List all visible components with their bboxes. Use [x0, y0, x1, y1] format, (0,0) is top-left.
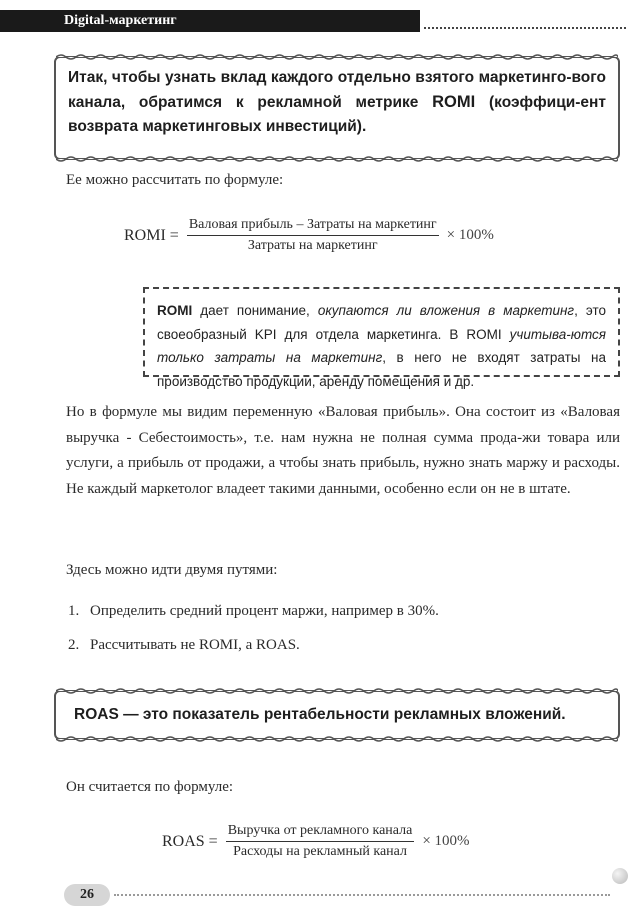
footer-ornament-icon: [612, 868, 628, 884]
fraction-bar: [187, 235, 439, 236]
callout-text-pre: Итак, чтобы узнать вклад каждого отдельно взятого маркетинго-вого канала, обратимся к рекламной метрике: [68, 69, 606, 111]
paragraph-roas-formula-intro: Он считается по формуле:: [66, 779, 234, 795]
callout-text-post: (коэффици-ент возврата маркетинговых инвестиций).: [68, 94, 606, 135]
list-item-2: [68, 637, 300, 654]
formula-romi-lhs: ROMI =: [124, 226, 179, 244]
formula-romi: [124, 216, 494, 255]
list-item-number: 1.: [68, 603, 80, 619]
formula-roas-denominator: Расходы на рекламный канал: [233, 844, 407, 859]
callout-romi-intro: [54, 56, 620, 160]
wavy-border-bottom: [56, 735, 618, 743]
paragraph-formula-intro: Ее можно рассчитать по формуле:: [66, 172, 284, 188]
note-italic-1: окупаются ли вложения в маркетинг: [317, 303, 575, 318]
formula-romi-numerator: Валовая прибыль – Затраты на маркетинг: [188, 217, 437, 232]
list-item-text: Рассчитывать не ROMI, а ROAS.: [90, 637, 300, 653]
wavy-border-top: [56, 53, 618, 61]
formula-roas-fraction: [226, 822, 415, 861]
header-title: Digital-маркетинг: [64, 13, 177, 28]
header-divider: [424, 27, 626, 29]
wavy-border-top: [56, 687, 618, 695]
formula-roas-suffix: × 100%: [422, 833, 470, 849]
page-number-text: 26: [80, 887, 94, 902]
note-italic-2: учитыва-ются только затраты на маркетинг: [157, 326, 606, 365]
running-header: [0, 10, 420, 32]
formula-roas-lhs: ROAS =: [162, 832, 218, 850]
paragraph-gross-profit: Но в формуле мы видим переменную «Валовая прибыль». Она состоит из «Валовая выручка - Себестоимость», т.е. нам нужна не полная сумма прода-жи товара или услуги, а прибыль от продажи, а чтобы знать прибыль, нужно знать маржу и расходы. Не каждый маркетолог владеет такими данными, особенно если он не в штате.: [66, 404, 620, 497]
formula-roas: [162, 822, 470, 861]
paragraph-two-paths: Здесь можно идти двумя путями:: [66, 562, 278, 578]
list-item-number: 2.: [68, 637, 80, 653]
footer-divider: [114, 894, 610, 896]
note-term-romi: ROMI: [157, 303, 193, 318]
note-text-1: дает понимание,: [192, 303, 318, 318]
page-number: [64, 884, 110, 906]
list-item-1: [68, 603, 439, 620]
formula-roas-numerator: Выручка от рекламного канала: [227, 823, 413, 838]
formula-romi-denominator: Затраты на маркетинг: [247, 238, 378, 253]
callout-term-romi: ROMI: [432, 93, 476, 111]
wavy-border-bottom: [56, 155, 618, 163]
note-text-3: , в него не входят затраты на производство продукции, аренду помещения и др.: [157, 350, 606, 389]
list-item-text: Определить средний процент маржи, например в 30%.: [90, 603, 439, 619]
note-romi-explanation: [143, 287, 620, 389]
callout-roas-text: ROAS — это показатель рентабельности рекламных вложений.: [74, 706, 566, 723]
callout-roas-definition: [54, 690, 620, 740]
formula-romi-fraction: [187, 216, 439, 255]
formula-romi-suffix: × 100%: [446, 227, 494, 243]
note-text-2: , это своеобразный KPI для отдела маркетинга. В ROMI: [157, 303, 606, 342]
fraction-bar: [226, 841, 415, 842]
